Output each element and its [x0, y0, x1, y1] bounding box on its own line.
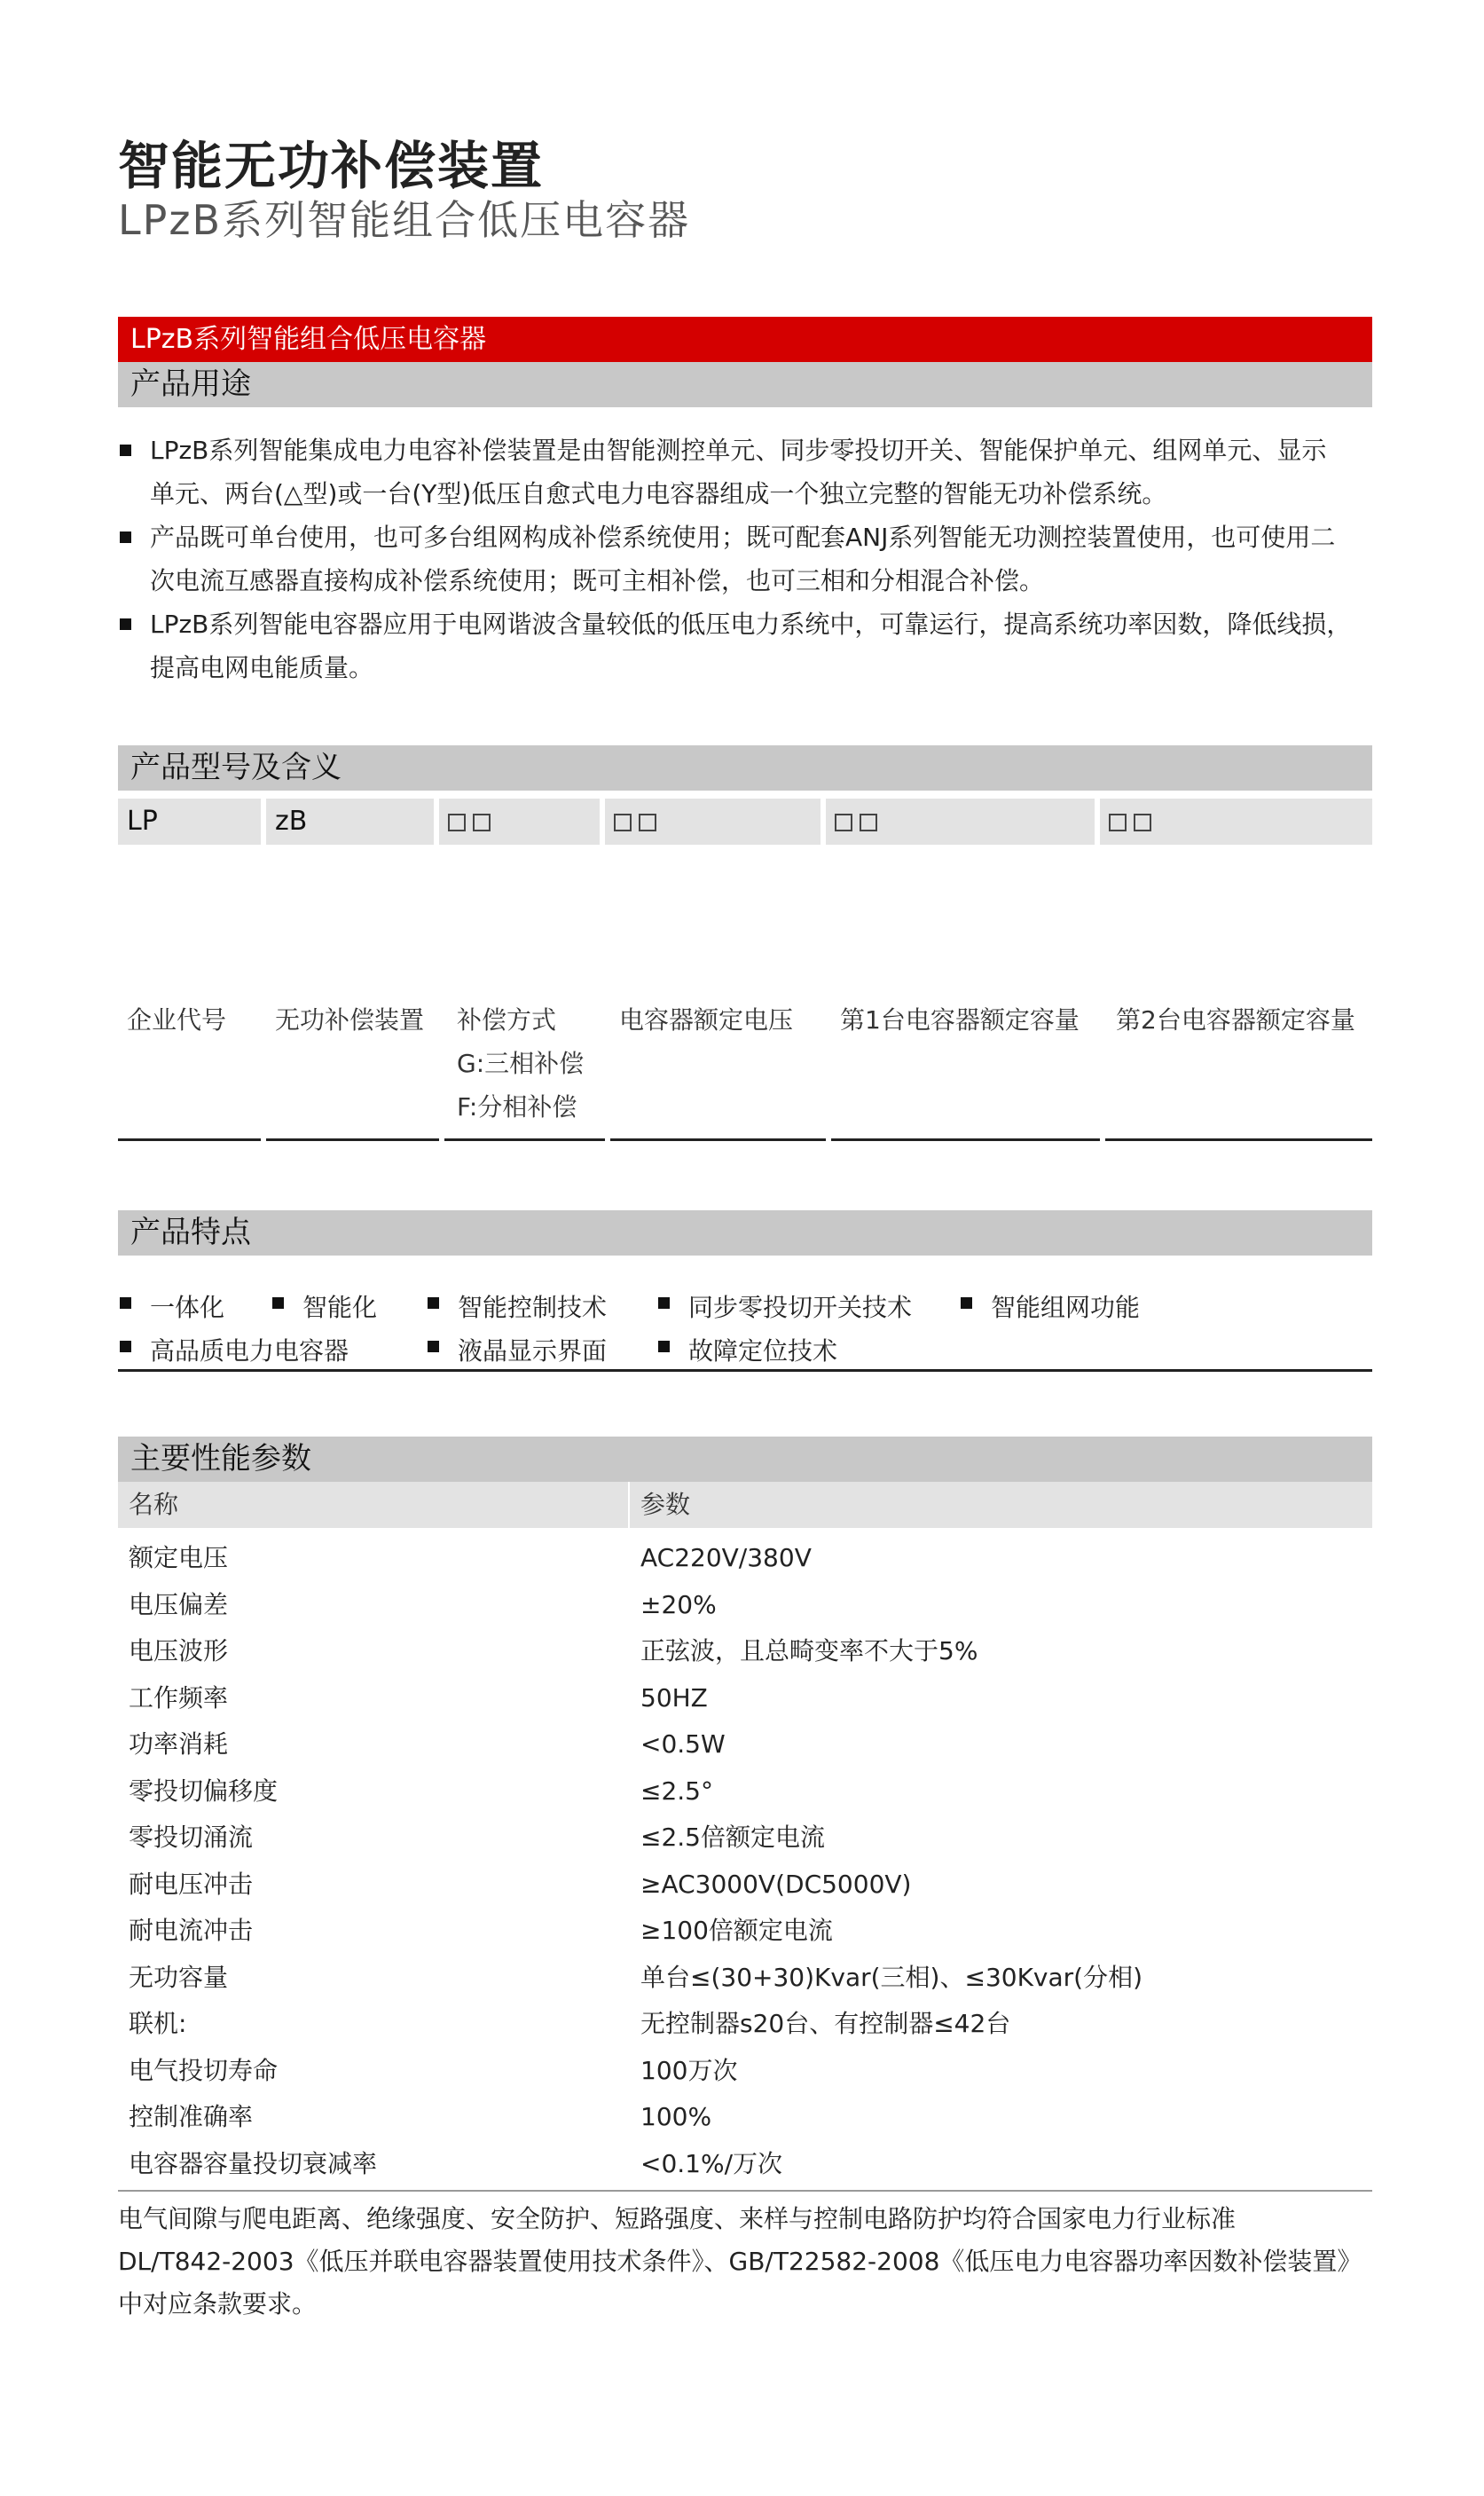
param-value: <0.5W: [640, 1729, 726, 1759]
usage-item-line: 产品既可单台使用，也可多台组网构成补偿系统使用；既可配套ANJ系列智能无功测控装置使用，也可使用二: [150, 523, 1336, 552]
param-name: 耐电流冲击: [129, 1916, 254, 1945]
param-name: 无功容量: [129, 1962, 229, 1992]
model-meaning-text: G:三相补偿: [457, 1049, 585, 1078]
param-value: ≤2.5°: [640, 1776, 713, 1806]
feature-item: 智能化: [271, 1288, 377, 1324]
table-row: [118, 2048, 1372, 2095]
table-row: [118, 1675, 1372, 1722]
model-meaning-text: 电容器额定电压: [619, 1005, 794, 1035]
param-name: 电压偏差: [129, 1589, 229, 1619]
divider: [1105, 1138, 1372, 1141]
param-value: ≥100倍额定电流: [640, 1916, 833, 1945]
model-code-cell: [439, 799, 600, 845]
param-name: 工作频率: [129, 1682, 229, 1713]
param-value: <0.1%/万次: [640, 2148, 783, 2178]
param-name: 电压波形: [129, 1636, 229, 1665]
params-heading: 主要性能参数: [118, 1437, 1372, 1482]
table-row: [118, 1582, 1372, 1629]
divider: [118, 2190, 1372, 2192]
param-value: ≥AC3000V(DC5000V): [640, 1869, 912, 1899]
model-meaning: [448, 998, 609, 1129]
feature-item: 故障定位技术: [656, 1332, 837, 1367]
param-value: 100万次: [640, 2055, 738, 2085]
param-name: 电气投切寿命: [129, 2055, 279, 2085]
features-heading: 产品特点: [118, 1210, 1372, 1256]
param-value: 无控制器s20台、有控制器≤42台: [640, 2009, 1011, 2038]
feature-item: 高品质电力电容器: [118, 1332, 349, 1367]
model-code-row: [118, 799, 1372, 845]
param-name: 零投切涌流: [129, 1823, 254, 1852]
model-code-cell: [605, 799, 821, 845]
param-value: ≤2.5倍额定电流: [640, 1823, 825, 1852]
feature-item: 智能组网功能: [959, 1288, 1140, 1324]
model-meaning: [118, 998, 261, 1042]
param-name: 耐电压冲击: [129, 1869, 254, 1899]
model-meaning-text: F:分相补偿: [457, 1092, 577, 1122]
empty-box-icon: [860, 814, 877, 831]
standards-note-line: DL/T842-2003《低压并联电容器装置使用技术条件》、GB/T22582-2008《低压电力电容器功率因数补偿装置》: [118, 2247, 1362, 2276]
table-row: [118, 1768, 1372, 1815]
usage-heading: 产品用途: [118, 362, 1372, 407]
column-header-name: 名称: [129, 1490, 179, 1519]
usage-item-line: 次电流互感器直接构成补偿系统使用；既可主相补偿，也可三相和分相混合补偿。: [150, 566, 1045, 595]
param-value: 100%: [640, 2102, 712, 2131]
param-name: 控制准确率: [129, 2102, 254, 2131]
usage-item: [118, 429, 1372, 516]
table-row: [118, 2094, 1372, 2141]
divider: [444, 1138, 605, 1141]
model-code-cell: [826, 799, 1095, 845]
param-value: AC220V/380V: [640, 1543, 812, 1572]
empty-box-icon: [1134, 814, 1151, 831]
feature-item: 同步零投切开关技术: [656, 1288, 912, 1324]
model-heading: 产品型号及含义: [118, 745, 1372, 791]
usage-item-line: 单元、两台(△型)或一台(Y型)低压自愈式电力电容器组成一个独立完整的智能无功补偿系统。: [150, 479, 1167, 508]
feature-item: 一体化: [118, 1288, 224, 1324]
model-meaning: [1107, 998, 1373, 1042]
empty-box-icon: [1109, 814, 1127, 831]
divider: [118, 1138, 261, 1141]
param-name: 功率消耗: [129, 1729, 229, 1759]
table-row: [118, 2001, 1372, 2048]
table-row: [118, 1862, 1372, 1909]
usage-item: [118, 602, 1372, 689]
model-meaning: [610, 998, 826, 1042]
empty-box-icon: [835, 814, 852, 831]
param-value: 正弦波，且总畸变率不大于5%: [640, 1636, 978, 1665]
params-table: [118, 1535, 1372, 2187]
usage-list: [118, 429, 1372, 689]
column-divider: [628, 1482, 630, 1528]
table-row: [118, 1815, 1372, 1862]
model-code-cell: [1100, 799, 1372, 845]
empty-box-icon: [639, 814, 656, 831]
standards-note-line: 电气间隙与爬电距离、绝缘强度、安全防护、短路强度、来样与控制电路防护均符合国家电力行业标准: [118, 2204, 1237, 2233]
table-row: [118, 1535, 1372, 1582]
standards-note-line: 中对应条款要求。: [118, 2289, 318, 2319]
model-meaning: [831, 998, 1100, 1042]
table-row: [118, 2141, 1372, 2188]
model-meaning-text: 补偿方式: [457, 1005, 557, 1035]
usage-item-line: LPzB系列智能集成电力电容补偿装置是由智能测控单元、同步零投切开关、智能保护单元、组网单元、显示: [150, 436, 1327, 465]
table-row: [118, 1721, 1372, 1768]
model-code-cell: LP: [118, 799, 261, 845]
feature-item: 智能控制技术: [426, 1288, 607, 1324]
param-value: 单台≤(30+30)Kvar(三相)、≤30Kvar(分相): [640, 1962, 1143, 1992]
param-name: 零投切偏移度: [129, 1776, 279, 1806]
param-name: 电容器容量投切衰减率: [129, 2148, 378, 2178]
model-meaning-text: 无功补偿装置: [275, 1005, 425, 1035]
model-meaning-text: 企业代号: [127, 1005, 227, 1035]
series-banner: LPzB系列智能组合低压电容器: [118, 317, 1372, 362]
table-row: [118, 1628, 1372, 1675]
page-subtitle: LPzB系列智能组合低压电容器: [118, 196, 691, 244]
param-value: ±20%: [640, 1589, 717, 1619]
table-row: [118, 1955, 1372, 2002]
model-code-cell: zB: [266, 799, 434, 845]
param-value: 50HZ: [640, 1682, 708, 1713]
divider: [831, 1138, 1100, 1141]
column-header-value: 参数: [640, 1490, 691, 1519]
model-meaning: [266, 998, 439, 1042]
params-table-header: [118, 1482, 1372, 1528]
param-name: 额定电压: [129, 1543, 229, 1572]
param-name: 联机:: [129, 2009, 187, 2038]
empty-box-icon: [614, 814, 632, 831]
divider: [118, 1369, 1372, 1372]
usage-item: [118, 516, 1372, 602]
divider: [610, 1138, 826, 1141]
usage-item-line: LPzB系列智能电容器应用于电网谐波含量较低的低压电力系统中，可靠运行，提高系统功率因数，降低线损，: [150, 610, 1352, 639]
page-title: 智能无功补偿装置: [118, 136, 545, 196]
standards-note: [118, 2198, 1386, 2326]
model-meaning-text: 第1台电容器额定容量: [840, 1005, 1080, 1035]
divider: [266, 1138, 439, 1141]
table-row: [118, 1908, 1372, 1955]
empty-box-icon: [448, 814, 466, 831]
feature-item: 液晶显示界面: [426, 1332, 607, 1367]
empty-box-icon: [473, 814, 491, 831]
model-meaning-text: 第2台电容器额定容量: [1116, 1005, 1355, 1035]
usage-item-line: 提高电网电能质量。: [150, 653, 374, 682]
